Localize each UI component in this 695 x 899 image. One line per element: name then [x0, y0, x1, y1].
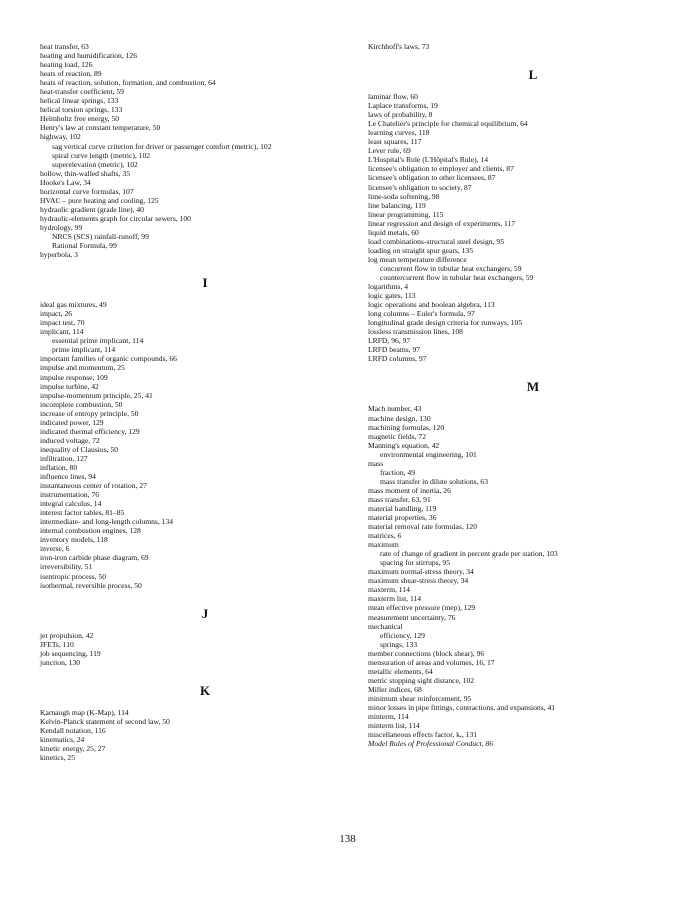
index-entry: LRFD columns, 97	[368, 354, 427, 364]
index-entry: heats of reaction, 89	[40, 69, 102, 79]
index-entry: minterm, 114	[368, 712, 409, 722]
index-entry: important families of organic compounds, 66	[40, 354, 177, 364]
index-entry: impulse turbine, 42	[40, 381, 99, 391]
index-entry: LRFD, 96, 97	[368, 336, 411, 346]
index-entry: helical torsion springs, 133	[40, 105, 123, 115]
index-entry: mensuration of areas and volumes, 16, 17	[368, 657, 495, 667]
index-entry: Kirchhoff's laws, 73	[368, 42, 430, 51]
index-subentry: Rational Formula, 99	[52, 241, 117, 251]
index-entry: helical linear springs, 133	[40, 96, 119, 106]
index-entry: hydraulic gradient (grade line), 40	[40, 204, 144, 214]
index-entry: incomplete combustion, 50	[40, 399, 123, 409]
index-entry: mechanical	[368, 621, 403, 631]
index-subentry: superelevation (metric), 102	[52, 159, 138, 169]
index-block-l	[368, 92, 695, 363]
index-entry: inflation, 80	[40, 462, 78, 472]
index-entry: influence lines, 94	[40, 472, 96, 482]
index-entry: implicant, 114	[40, 327, 84, 337]
index-subentry: sag vertical curve criterion for driver or passenger comfort (metric), 102	[52, 141, 272, 151]
index-entry: impulse-momentum principle, 25, 41	[40, 390, 153, 400]
index-entry: machining formulas, 120	[368, 422, 445, 432]
index-entry: Helmholtz free energy, 50	[40, 114, 120, 124]
index-entry: magnetic fields, 72	[368, 431, 426, 441]
index-entry: maxterm list, 114	[368, 594, 422, 604]
index-entry: isentropic process, 50	[40, 571, 107, 581]
index-entry: heat-transfer coefficient, 59	[40, 87, 124, 97]
index-entry: Karnaugh map (K-Map), 114	[40, 707, 129, 717]
index-entry: metallic elements, 64	[368, 666, 433, 676]
index-entry: mass transfer, 63, 91	[368, 494, 431, 504]
index-entry: logic gates, 113	[368, 291, 416, 301]
section-heading-l: L	[528, 67, 538, 83]
index-entry: Le Chatelier's principle for chemical equilibrium, 64	[368, 119, 528, 129]
index-entry: mass moment of inertia, 26	[368, 485, 451, 495]
index-entry: Hooke's Law, 34	[40, 177, 91, 187]
index-entry: iron-iron carbide phase diagram, 69	[40, 553, 149, 563]
index-entry: liquid metals, 60	[368, 227, 419, 237]
index-entry: induced voltage, 72	[40, 435, 100, 445]
index-entry: job sequencing, 119	[40, 648, 101, 658]
index-entry: logic operations and boolean algebra, 113	[368, 300, 495, 310]
index-entry: horizontal curve formulas, 107	[40, 186, 134, 196]
index-entry: impulse response, 109	[40, 372, 108, 382]
index-entry: lossless transmission lines, 108	[368, 327, 463, 337]
index-entry: mass	[368, 458, 384, 468]
index-subentry: concurrent flow in tubular heat exchangers, 59	[380, 263, 522, 273]
index-entry: Henry's law at constant temperature, 50	[40, 123, 161, 133]
index-entry: maximum	[368, 540, 399, 550]
index-subentry: springs, 133	[380, 639, 418, 649]
index-entry: measurement uncertainty, 76	[368, 612, 456, 622]
index-entry: intermediate- and long-length columns, 134	[40, 517, 174, 527]
index-entry: Lever rule, 69	[368, 146, 411, 156]
right-column	[368, 42, 695, 748]
section-heading-i: I	[202, 275, 208, 291]
index-entry: minor losses in pipe fittings, contractions, and expansions, 41	[368, 703, 556, 712]
index-entry: longitudinal grade design criteria for runways, 105	[368, 318, 523, 328]
index-subentry: spacing for stirrups, 95	[380, 558, 451, 568]
index-entry: metric stopping sight distance, 102	[368, 675, 475, 685]
index-subentry: fraction, 49	[380, 467, 416, 477]
index-entry: log mean temperature difference	[368, 254, 467, 264]
index-entry: indicated power, 129	[40, 417, 104, 427]
section-heading-m: M	[526, 379, 540, 395]
index-entry: load combinations-structural steel design, 95	[368, 236, 505, 246]
index-entry: minimum shear reinforcement, 95	[368, 693, 472, 703]
index-entry: loading on straight spur gears, 135	[368, 245, 474, 255]
index-entry: long columns – Euler's formula, 97	[368, 309, 475, 319]
index-entry: hydraulic-elements graph for circular sewers, 100	[40, 213, 191, 223]
index-entry: learning curves, 118	[368, 128, 430, 138]
index-entry: laminar flow, 60	[368, 92, 418, 102]
index-entry: mean effective pressure (mep), 129	[368, 603, 476, 613]
index-entry: infiltration, 127	[40, 453, 88, 463]
index-entry: lime-soda softening, 98	[368, 191, 440, 201]
index-entry: heats of reaction, solution, formation, and combustion, 64	[40, 78, 216, 88]
index-entry: irreversibility, 51	[40, 562, 93, 572]
index-entry: inventory models, 118	[40, 535, 108, 545]
index-entry: Kendall notation, 116	[40, 725, 106, 735]
index-entry: maxterm, 114	[368, 585, 410, 595]
index-block-k	[40, 708, 370, 762]
index-subentry: mass transfer in dilute solutions, 63	[380, 476, 488, 486]
index-entry: L'Hospital's Rule (L'Hôpital's Rule), 14	[368, 155, 488, 165]
index-entry: interest factor tables, 81–85	[40, 508, 125, 518]
index-entry: material properties, 36	[368, 513, 437, 523]
index-entry: Model Rules of Professional Conduct, 86	[368, 739, 494, 749]
index-subentry: prime implicant, 114	[52, 345, 116, 355]
index-entry: junction, 130	[40, 657, 81, 667]
index-entry: member connections (block shear), 96	[368, 648, 485, 658]
index-subentry: spiral curve length (metric), 102	[52, 150, 151, 160]
index-entry: Manning's equation, 42	[368, 440, 440, 450]
index-entry: Laplace transforms, 19	[368, 101, 438, 111]
index-subentry: NRCS (SCS) rainfall-runoff, 99	[52, 231, 149, 241]
index-entry: impact, 26	[40, 309, 73, 319]
index-entry: impulse and momentum, 25	[40, 363, 125, 373]
index-block-m	[368, 404, 695, 748]
index-entry: kinetics, 25	[40, 753, 76, 763]
index-entry: integral calculus, 14	[40, 499, 102, 509]
index-subentry: rate of change of gradient in percent grade per station, 103	[380, 549, 558, 559]
index-entry: linear programming, 115	[368, 209, 444, 219]
index-entry: inverse, 6	[40, 544, 70, 554]
index-entry: impact test, 70	[40, 318, 85, 328]
index-entry: heating and humidification, 126	[40, 51, 138, 61]
index-entry: hyperbola, 3	[40, 250, 78, 260]
index-entry: isothermal, reversible process, 50	[40, 580, 142, 590]
index-entry: jet propulsion, 42	[40, 630, 94, 640]
index-entry: licensee's obligation to employer and clients, 87	[368, 164, 514, 174]
index-entry: licensee's obligation to other licensees, 87	[368, 173, 496, 183]
index-entry: JFETs, 110	[40, 639, 74, 649]
index-entry: line balancing, 119	[368, 200, 426, 210]
index-entry: matrices, 6	[368, 531, 402, 541]
index-entry: Kelvin-Planck statement of second law, 50	[40, 716, 170, 726]
index-entry: instantaneous center of rotation, 27	[40, 481, 147, 491]
index-subentry: efficiency, 129	[380, 630, 425, 640]
index-entry: LRFD beams, 97	[368, 345, 421, 355]
index-entry: increase of entropy principle, 50	[40, 408, 139, 418]
index-entry: least squares, 117	[368, 137, 422, 147]
page-number: 138	[339, 833, 356, 845]
section-heading-k: K	[199, 682, 211, 698]
index-entry: material handling, 119	[368, 503, 437, 513]
index-entry: ideal gas mixtures, 49	[40, 300, 107, 310]
index-entry: laws of probability, 8	[368, 110, 433, 120]
index-entry: Mach number, 43	[368, 404, 422, 414]
index-entry: highway, 102	[40, 132, 81, 142]
index-entry: indicated thermal efficiency, 129	[40, 426, 140, 436]
index-entry: maximum shear-stress theory, 34	[368, 576, 469, 586]
index-entry: hydrology, 99	[40, 222, 83, 232]
left-column	[40, 42, 370, 762]
index-entry: logarithms, 4	[368, 282, 409, 292]
index-entry: kinematics, 24	[40, 734, 85, 744]
index-subentry: environmental engineering, 101	[380, 449, 477, 459]
index-entry: material removal rate formulas, 120	[368, 522, 478, 532]
index-subentry: essential prime implicant, 114	[52, 336, 144, 346]
index-entry: internal combustion engines, 128	[40, 526, 141, 536]
index-entry: instrumentation, 76	[40, 490, 100, 500]
index-block-j	[40, 631, 370, 667]
index-block-i	[40, 300, 370, 590]
index-entry: linear regression and design of experiments, 117	[368, 218, 516, 228]
index-entry: miscellaneous effects factor, kₑ, 131	[368, 730, 478, 740]
index-entry: heat transfer, 63	[40, 42, 89, 51]
index-subentry: countercurrent flow in tubular heat exchangers, 59	[380, 272, 534, 282]
index-entry: minterm list, 114	[368, 721, 420, 731]
index-entry: HVAC – pure heating and cooling, 125	[40, 195, 159, 205]
section-heading-j: J	[201, 605, 209, 621]
index-entry: machine design, 130	[368, 413, 431, 423]
index-entry: licensee's obligation to society, 87	[368, 182, 472, 192]
index-entry: inequality of Clausius, 50	[40, 444, 119, 454]
index-entry: heating load, 126	[40, 60, 93, 70]
index-entry: kinetic energy, 25, 27	[40, 744, 106, 753]
index-entry: hollow, thin-walled shafts, 35	[40, 168, 130, 178]
index-entry: Miller indices, 68	[368, 684, 422, 694]
index-block-h	[40, 42, 370, 259]
index-entry: maximum normal-stress theory, 34	[368, 567, 474, 577]
index-block-k-continued	[368, 42, 695, 51]
